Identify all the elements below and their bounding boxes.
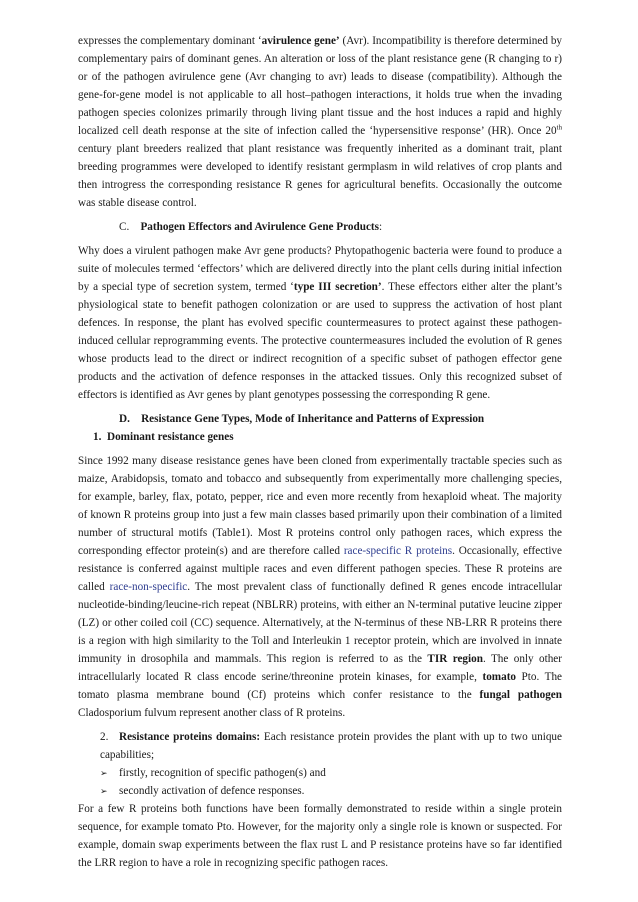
text-run: . These effectors either alter the plant’s physiological state to benefit pathogen colonization or are used to suppress the activation of host plant defences. In response, the plant has evolved specific countermeasures to protect against these pathogen-induced cellular reprogramming events. The protective countermeasures included the evolution of R genes whose products lead to the direct or indirect recognition of a specific subset of pathogen effector gene products and the activation of defence responses in the attacked tissues. Only this recognized subset of effectors is identified as Avr genes by plant genotypes possessing the corresponding R gene. — [78, 281, 562, 401]
bold-term-avirulence-gene: avirulence gene’ — [261, 35, 340, 47]
bold-term-tir-region: TIR region — [427, 653, 483, 665]
bold-term-fungal-pathogen: fungal pathogen — [479, 689, 562, 701]
text-run: Why does a virulent pathogen make Avr gene products? Phytopathogenic bacteria were found to produce a suite of molecules termed ‘effectors’ which are delivered directly into the plant cells during initial infection by a special type of secretion system, termed ‘ — [78, 245, 562, 293]
bullet-text: secondly activation of defence responses. — [119, 785, 305, 797]
superscript-th: th — [556, 123, 562, 132]
text-run: century plant breeders realized that plant resistance was frequently inherited as a dominant trait, plant breeding programmes were developed to identify resistant germplasm in wild relatives of crop plants and then introgress the corresponding resistance R genes for agricultural benefits. Occasionally the outcome was stable disease control. — [78, 143, 562, 209]
bold-term-tomato: tomato — [482, 671, 517, 683]
text-run: (Avr). Incompatibility is therefore determined by complementary pairs of dominant genes. An alteration or loss of the plant resistance gene (R changing to r) or of the pathogen avirulence gene (Avr changing to avr) leads to disease (compatibility). Although the gene-for-gene model is not applicable to all host–pathogen interactions, it holds true when the invading pathogen species colonizes primarily through living plant tissue and the host induces a rapid and highly localized cell death response at the site of infection called the ‘hypersensitive response’ (HR). Once 20 — [78, 35, 563, 137]
heading-c — [78, 218, 562, 236]
bold-term-type-iii-secretion: type III secretion’ — [293, 281, 382, 293]
item-2-title: Resistance proteins domains: — [119, 731, 261, 743]
text-run: . The only other intracellularly located R class encode serine/threonine protein kinases, for example, — [78, 653, 562, 683]
heading-d-label: D. — [119, 413, 130, 425]
heading-1-label: 1. — [93, 431, 102, 443]
text-run: expresses the complementary dominant ‘ — [78, 35, 262, 47]
term-race-specific-r-proteins: race-specific R proteins — [343, 545, 453, 557]
arrow-bullet-icon: ➢ — [100, 786, 108, 796]
item-2-body: Each resistance protein provides the plant with up to two unique capabilities; — [100, 731, 562, 761]
bullet-item — [78, 782, 562, 800]
paragraph-effectors — [78, 242, 562, 404]
heading-d — [78, 410, 562, 428]
numbered-item-2 — [78, 728, 562, 764]
text-run: Pto. The tomato plasma membrane bound (Cf) proteins which confer resistance to the — [78, 671, 563, 701]
text-run: Since 1992 many disease resistance genes have been cloned from experimentally tractable species such as maize, Arabidopsis, tomato and tobacco and subsequently from experimentally more challenging species, for example, barley, flax, potato, pepper, rice and even more recently from hexaploid wheat. The majority of known R proteins group into just a few main classes based primarily upon their combination of a limited number of structural motifs (Table1). Most R proteins control only pathogen races, which express the corresponding effector protein(s) and are therefore called — [78, 455, 562, 557]
text-run: For a few R proteins both functions have been formally demonstrated to reside within a single protein sequence, for example tomato Pto. However, for the majority only a single role is known or suspected. For example, domain swap experiments between the flax rust L and P resistance proteins have so far identified the LRR region to have a role in recognizing specific pathogen races. — [78, 803, 562, 869]
heading-1 — [78, 428, 562, 446]
bullet-text: firstly, recognition of specific pathogen(s) and — [119, 767, 326, 779]
text-run: . Occasionally, effective resistance is conferred against multiple races and even different pathogen species. These R proteins are called — [78, 545, 562, 593]
paragraph-gene-for-gene — [78, 32, 562, 212]
heading-d-title: Resistance Gene Types, Mode of Inheritance and Patterns of Expression — [141, 413, 485, 425]
bullet-item — [78, 764, 562, 782]
paragraph-dominant-genes — [78, 452, 562, 722]
heading-c-label: C. — [119, 221, 130, 233]
paragraph-domains — [78, 800, 562, 872]
heading-c-title: Pathogen Effectors and Avirulence Gene Products — [140, 221, 379, 233]
term-race-non-specific: race-non-specific — [109, 581, 188, 593]
heading-c-colon: : — [379, 221, 383, 233]
heading-1-title: Dominant resistance genes — [106, 431, 234, 443]
item-2-label: 2. — [100, 731, 109, 743]
text-run: . The most prevalent class of functionally defined R genes encode intracellular nucleotide-binding/leucine-rich repeat (NBLRR) proteins, with either an N-terminal putative leucine zipper (LZ) or other coiled coil (CC) sequence. Alternatively, at the N-terminus of these NB-LRR R proteins there is a region with high similarity to the Toll and Interleukin 1 receptor protein, which are involved in innate immunity in drosophila and mammals. This region is referred to as the — [78, 581, 562, 665]
item-2-text — [78, 728, 562, 764]
text-run: Cladosporium fulvum represent another class of R proteins. — [78, 707, 346, 719]
arrow-bullet-icon: ➢ — [100, 768, 108, 778]
